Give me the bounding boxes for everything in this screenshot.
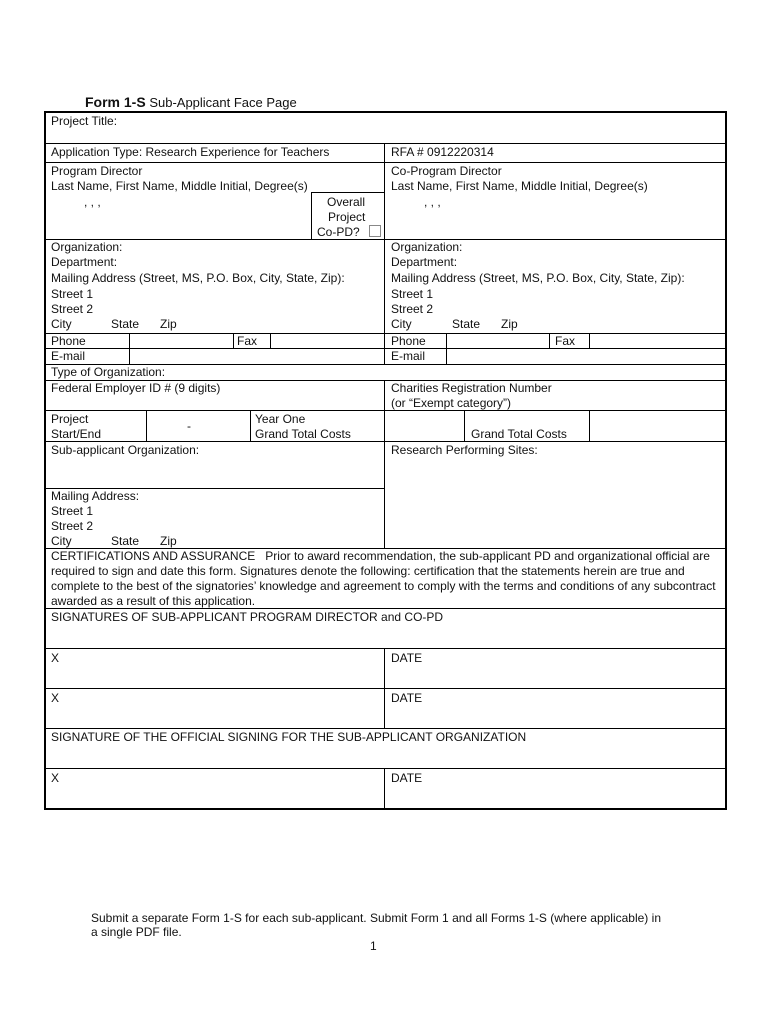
application-type: Application Type: Research Experience for Teachers [51,145,330,159]
divider [44,768,727,769]
overall-label: Co-PD? [317,225,360,239]
year-one-label: Year One [255,412,306,426]
copd-email: E-mail [391,349,426,363]
copd-fax: Fax [555,334,576,348]
divider [589,333,590,348]
divider [589,410,590,441]
divider [549,333,550,348]
divider [44,728,727,729]
pd-department: Department: [51,255,118,269]
pd-organization: Organization: [51,240,123,254]
divider [44,441,727,442]
divider [384,648,385,728]
divider [44,333,727,334]
divider [44,688,727,689]
footer-note: Submit a separate Form 1-S for each sub-applicant. Submit Form 1 and all Forms 1-S (where applicable) in a single PDF file. [91,911,661,939]
copd-heading: Co-Program Director [391,164,502,178]
copd-name-value: , , , [424,195,441,209]
fein-label: Federal Employer ID # (9 digits) [51,381,221,395]
divider [233,333,234,348]
page-number: 1 [370,939,377,953]
divider [129,333,130,364]
subapp-street1: Street 1 [51,504,94,518]
pd-phone: Phone [51,334,86,348]
form-title [85,96,297,109]
pd-street2: Street 2 [51,302,94,316]
subapp-state: State [111,534,140,548]
rfa-number: RFA # 0912220314 [391,145,494,159]
certifications-text: Prior to award recommendation, the sub-applicant PD and organizational official are required to sign and date this form. Signatures denote the following: certification that the statements herein are true and complete to the best of the signatories’ knowledge and agreement to comply with the terms and conditions of any subcontract awarded as a result of this application. [51,549,716,608]
subapp-zip: Zip [160,534,177,548]
form-frame [44,111,727,810]
divider [464,410,465,441]
divider [44,239,727,240]
copd-street1: Street 1 [391,287,434,301]
grand-total-label-2: Grand Total Costs [471,427,567,441]
divider [44,348,727,349]
pd-street1: Street 1 [51,287,94,301]
project-label: Project [51,412,89,426]
official-signature-x: X [51,771,60,785]
divider [44,143,727,144]
pd-fax: Fax [237,334,258,348]
org-type-label: Type of Organization: [51,365,166,379]
pd-city: City [51,317,72,331]
divider [384,143,385,364]
pd-signatures-heading: SIGNATURES OF SUB-APPLICANT PROGRAM DIRECTOR and CO-PD [51,610,444,624]
copd-phone: Phone [391,334,426,348]
pd-heading: Program Director [51,164,143,178]
copd-signature-x: X [51,691,60,705]
form-code: Form 1-S [85,94,146,110]
divider [250,410,251,441]
divider [384,768,385,810]
pd-signature-date: DATE [391,651,423,665]
copd-department: Department: [391,255,458,269]
grand-total-label: Grand Total Costs [255,427,351,441]
copd-mailing: Mailing Address (Street, MS, P.O. Box, City, State, Zip): [391,271,685,285]
copd-street2: Street 2 [391,302,434,316]
subapp-org-label: Sub-applicant Organization: [51,443,200,457]
copd-organization: Organization: [391,240,463,254]
form-name: Sub-Applicant Face Page [149,95,297,110]
divider [446,333,447,364]
pd-mailing: Mailing Address (Street, MS, P.O. Box, City, State, Zip): [51,271,345,285]
official-signature-heading: SIGNATURE OF THE OFFICIAL SIGNING FOR THE SUB-APPLICANT ORGANIZATION [51,730,527,744]
start-end-label: Start/End [51,427,102,441]
divider [44,648,727,649]
subapp-mailing-label: Mailing Address: [51,489,140,503]
copd-zip: Zip [501,317,518,331]
overall-label: Overall [327,195,366,209]
divider [44,162,727,163]
pd-name-label: Last Name, First Name, Middle Initial, Degree(s) [51,179,308,193]
divider [270,333,271,348]
divider [146,410,147,441]
sites-label: Research Performing Sites: [391,443,538,457]
charities-sublabel: (or “Exempt category”) [391,396,512,410]
pd-state: State [111,317,140,331]
official-signature-date: DATE [391,771,423,785]
overall-label: Project [328,210,366,224]
divider [384,380,385,548]
certifications-paragraph [51,549,721,609]
subapp-city: City [51,534,72,548]
pd-email: E-mail [51,349,86,363]
subapp-street2: Street 2 [51,519,94,533]
date-dash: - [187,419,191,433]
certifications-heading: CERTIFICATIONS AND ASSURANCE [51,549,256,563]
project-title-label: Project Title: [51,114,118,128]
pd-zip: Zip [160,317,177,331]
overall-copd-checkbox[interactable] [369,225,381,237]
charities-label: Charities Registration Number [391,381,552,395]
copd-name-label: Last Name, First Name, Middle Initial, Degree(s) [391,179,648,193]
copd-signature-date: DATE [391,691,423,705]
pd-signature-x: X [51,651,60,665]
pd-name-value: , , , [84,195,101,209]
copd-city: City [391,317,412,331]
copd-state: State [452,317,481,331]
